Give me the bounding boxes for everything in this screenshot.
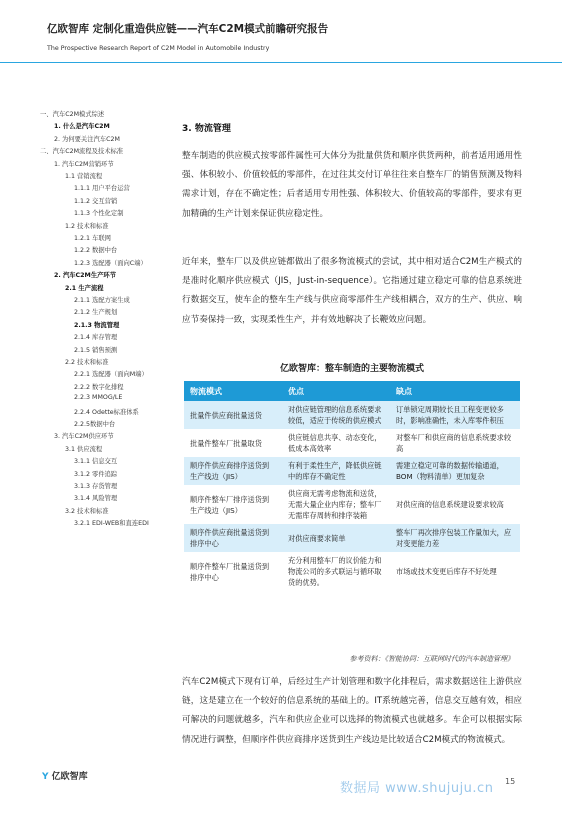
toc-item[interactable]: 3.2 技术和标准 bbox=[65, 507, 109, 515]
table-cell-mode: 顺序件整车厂批量送货到排序中心 bbox=[184, 552, 282, 591]
paragraph-jis: 近年来，整车厂以及供应链都做出了很多物流模式的尝试，其中相对适合C2M生产模式的是准时化顺序供应模式（JIS，Just-in-sequence）。它指通过建立稳定可靠的信息系统进行数据交互，使车企的整车生产线与供应商零部件生产线相耦合，双方的生产、供应、响应节奏保持一致，实现柔性生产，并有效地解决了长鞭效应问题。 bbox=[182, 257, 522, 325]
table-cell-mode: 顺序件供应商批量送货到排序中心 bbox=[184, 524, 282, 552]
table-source-note: 参考资料：《智能协同：互联网时代的汽车制造管理》 bbox=[349, 655, 514, 663]
table-cell-pros: 充分利用整车厂的议价能力和物流公司的多式联运与循环取货的优势。 bbox=[282, 552, 390, 591]
table-cell-pros: 对供应商要求简单 bbox=[282, 524, 390, 552]
toc-item[interactable]: 1.1.1 用户平台运营 bbox=[74, 185, 130, 193]
toc-item[interactable]: 1. 什么是汽车C2M bbox=[54, 123, 110, 131]
paragraph-conclusion: 汽车C2M模式下现有订单，后经过生产计划管理和数字化排程后，需求数据送往上游供应链，这是建立在一个较好的信息系统的基础上的。IT系统越完善，信息交互越有效，相应可解决的问题就越多，汽车和供应企业可以选择的物流模式也就越多。车企可以根据实际情况进行调整，但顺序件供应商排序送货到生产线边是比较适合C2M模式的物流模式。 bbox=[182, 677, 522, 745]
report-title: 亿欧智库 定制化重造供应链——汽车C2M模式前瞻研究报告 bbox=[47, 23, 329, 35]
section-title: 3. 物流管理 bbox=[182, 124, 231, 134]
toc-item[interactable]: 2.1.4 库存管理 bbox=[74, 334, 118, 342]
toc-item[interactable]: 3. 汽车C2M供应环节 bbox=[54, 433, 114, 441]
toc-item[interactable]: 2.1.5 销售预测 bbox=[74, 346, 118, 354]
toc-item[interactable]: 2. 为何要关注汽车C2M bbox=[54, 135, 120, 143]
table-header-pros: 优点 bbox=[282, 381, 390, 401]
table-header-row bbox=[184, 381, 520, 401]
toc-item[interactable]: 1.2.2 数据中台 bbox=[74, 247, 118, 255]
toc-item[interactable]: 二、汽车C2M流程及技术标准 bbox=[40, 148, 124, 156]
toc-item[interactable]: 3.1.2 零件追踪 bbox=[74, 470, 118, 478]
table-row bbox=[184, 429, 520, 457]
toc-item[interactable]: 1.2.3 选配器（面向C端） bbox=[74, 259, 147, 267]
toc-item[interactable]: 2.1 生产流程 bbox=[65, 284, 104, 292]
toc-item[interactable]: 3.2.1 EDI-WEB和直连EDI bbox=[74, 520, 149, 528]
table-cell-cons: 对整车厂和供应商的信息系统要求较高 bbox=[390, 429, 520, 457]
watermark: 数据局 www.shujuju.cn bbox=[340, 781, 494, 796]
table-row bbox=[184, 552, 520, 591]
table-header-cons: 缺点 bbox=[390, 381, 520, 401]
table-cell-mode: 批量件整车厂批量取货 bbox=[184, 429, 282, 457]
toc-item[interactable]: 2.1.1 选配方案生成 bbox=[74, 297, 130, 304]
paragraph-intro: 整车制造的供应模式按零部件属性可大体分为批量供货和顺序供货两种，前者适用通用性强、体积较小、价值较低的零部件，在过往其交付订单往往来自整车厂的销售预测及物料需求计划，存在不确定性；后者适用专用性强、体积较大、价值较高的零部件，要求有更加精确的生产计划来保证供应稳定性。 bbox=[182, 151, 522, 219]
table-header-mode: 物流模式 bbox=[184, 381, 282, 401]
toc-item[interactable]: 1.1 营销流程 bbox=[65, 173, 103, 180]
table-cell-mode: 批量件供应商批量送货 bbox=[184, 401, 282, 429]
toc-item[interactable]: 3.1 供应流程 bbox=[65, 445, 103, 453]
report-subtitle: The Prospective Research Report of C2M Model in Automobile Industry bbox=[47, 45, 270, 52]
toc-item[interactable]: 2.2 技术和标准 bbox=[65, 359, 109, 366]
toc-item[interactable]: 1.2.1 车联网 bbox=[74, 235, 111, 242]
toc-item[interactable]: 2.2.5数据中台 bbox=[74, 421, 116, 428]
footer-logo bbox=[42, 769, 88, 782]
toc-item[interactable]: 2.1.2 生产规划 bbox=[74, 309, 118, 317]
toc-item[interactable]: 3.1.4 风险管理 bbox=[74, 495, 118, 503]
table-cell-mode: 顺序件整车厂排序送货到生产线边（JIS） bbox=[184, 485, 282, 524]
table-cell-pros: 供应链信息共享、动态变化，低成本高效率 bbox=[282, 429, 390, 457]
report-header bbox=[0, 0, 562, 64]
footer-logo-text: 亿欧智库 bbox=[51, 772, 88, 782]
table-cell-cons: 订单锁定周期较长且工程变更较多时，影响准确性，未入库零件积压 bbox=[390, 401, 520, 429]
table-row bbox=[184, 457, 520, 485]
page-number: 15 bbox=[505, 777, 516, 786]
table-cell-cons: 需建立稳定可靠的数据传输通道，BOM（物料清单）更加复杂 bbox=[390, 457, 520, 485]
table-cell-mode: 顺序件供应商排序送货到生产线边（JIS） bbox=[184, 457, 282, 485]
table-cell-pros: 对供应链管理的信息系统要求较低，适应于传统的供应模式 bbox=[282, 401, 390, 429]
toc-item[interactable]: 2.2.3 MMOG/LE bbox=[74, 394, 123, 402]
table-cell-cons: 市场或技术变更后库存不好处理 bbox=[390, 552, 520, 591]
toc-item[interactable]: 1.2 技术和标准 bbox=[65, 222, 109, 230]
table-cell-pros: 有利于柔性生产，降低供应链中的库存不确定性 bbox=[282, 457, 390, 485]
toc-item[interactable]: 2.1.3 物流管理 bbox=[74, 321, 120, 329]
toc-item[interactable]: 2.2.1 选配器（面向M端） bbox=[74, 371, 148, 379]
toc-item[interactable]: 一、汽车C2M模式综述 bbox=[40, 111, 105, 118]
table-row bbox=[184, 485, 520, 524]
toc-item[interactable]: 3.1.1 信息交互 bbox=[74, 458, 118, 466]
toc-item[interactable]: 3.1.3 存货管理 bbox=[74, 483, 118, 490]
table-cell-cons: 整车厂再次排序包装工作量加大，应对变更能力差 bbox=[390, 524, 520, 552]
header-divider bbox=[0, 62, 562, 63]
table-row bbox=[184, 524, 520, 552]
table-cell-cons: 对供应商的信息系统建设要求较高 bbox=[390, 485, 520, 524]
table-cell-pros: 供应商无需考虑物流和送货，无需大量企业内库存；整车厂无需库存周转和排序装箱 bbox=[282, 485, 390, 524]
logo-mark-icon: Y bbox=[42, 772, 49, 782]
toc-item[interactable]: 2.2.4 Odette标准体系 bbox=[74, 408, 139, 416]
toc-item[interactable]: 2.2.2 数字化排程 bbox=[74, 383, 124, 391]
toc-item[interactable]: 1.1.2 交互营销 bbox=[74, 197, 118, 205]
toc-item[interactable]: 1. 汽车C2M营销环节 bbox=[54, 160, 114, 168]
table-row bbox=[184, 401, 520, 429]
toc-item[interactable]: 2. 汽车C2M生产环节 bbox=[54, 272, 117, 280]
table-title: 亿欧智库：整车制造的主要物流模式 bbox=[279, 364, 424, 374]
logistics-mode-table bbox=[184, 381, 520, 591]
toc-item[interactable]: 1.1.3 个性化定制 bbox=[74, 210, 124, 218]
